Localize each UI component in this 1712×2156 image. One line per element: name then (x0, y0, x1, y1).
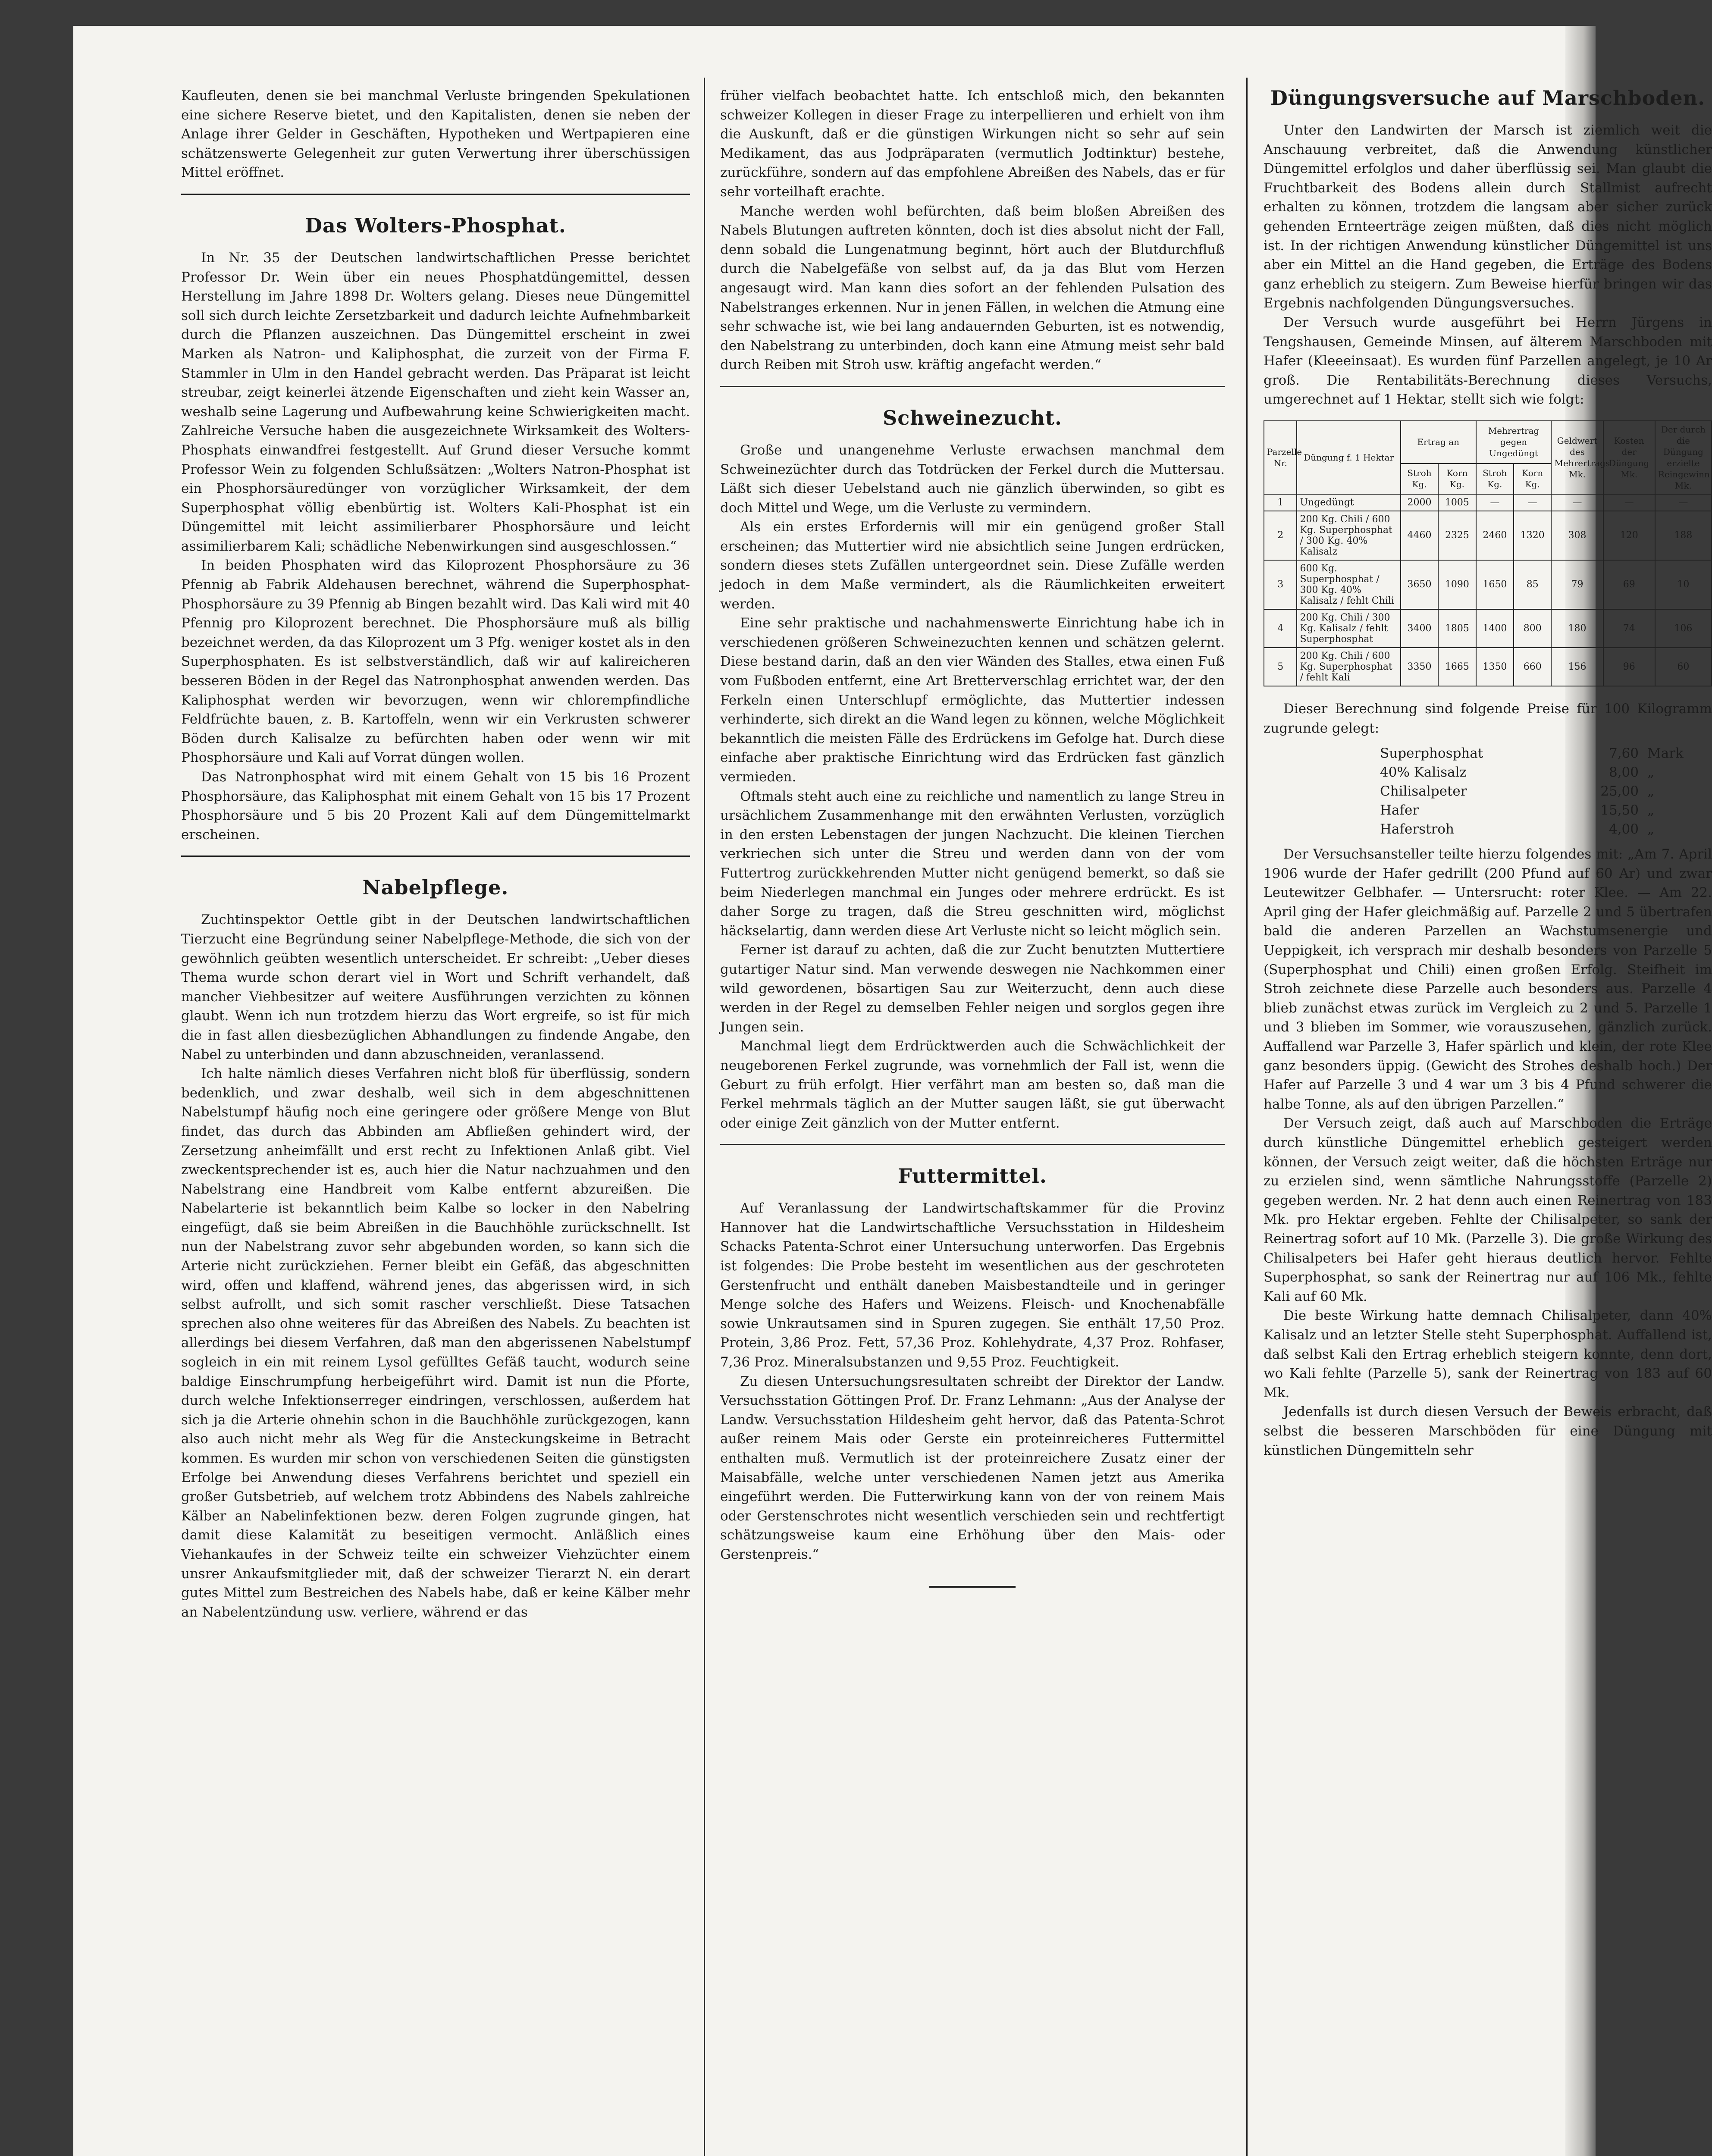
cell-mehr-stroh: 1650 (1476, 560, 1514, 609)
end-rule (929, 1586, 1016, 1588)
cell-geldwert: — (1551, 494, 1603, 511)
paragraph: Ferner ist darauf zu achten, daß die zur Zucht benutzten Muttertiere gutartiger Natur sind. Man verwende deswegen nie Nachkommen einer wild gewordenen, bösartigen Sau zur Weiterzucht, denn auch diese werden in der Regel zu demselben Fehler neigen und sorglos gegen ihre Jungen sein. (720, 942, 1225, 1035)
price-name: Hafer (1380, 802, 1419, 818)
cell-mehr-stroh: 1350 (1476, 648, 1514, 686)
heading-wolters-phosphat: Das Wolters-Phosphat. (305, 213, 566, 237)
newspaper-page (73, 26, 1712, 2156)
paragraph: Zu diesen Untersuchungsresultaten schreibt der Direktor der Landw. Versuchsstation Göttingen Prof. Dr. Franz Lehmann: „Aus der Analyse der Landw. Versuchsstation Hildesheim geht hervor, daß das Patenta-Schrot außer reinem Mais oder Gerste ein proteinreicheres Futtermittel enthalten muß. Vermutlich ist der proteinreichere Zusatz einer der Maisabfälle, welche unter verschiedenen Namen jetzt aus Amerika eingeführt werden. Die Futterwirkung kann von der von reinem Mais oder Gerstenschrotes nicht wesentlich verschieden sein und rechtfertigt schätzungsweise kaum eine Erhöhung über den Mais- oder Gerstenpreis.“ (720, 1373, 1225, 1562)
cell-korn: 1005 (1438, 494, 1476, 511)
cell-kosten: 69 (1603, 560, 1655, 609)
cell-stroh: 3650 (1401, 560, 1438, 609)
paragraph: Manche werden wohl befürchten, daß beim bloßen Abreißen des Nabels Blutungen auftreten könnten, doch ist dies absolut nicht der Fall, denn sobald die Lungenatmung beginnt, hört auch der Blutdurchfluß durch die Nabelgefäße von selbst auf, da ja das Blut vom Herzen angesaugt wird. Man kann dies sofort an der fehlenden Pulsation des Nabelstranges erkennen. Nur in jenen Fällen, in welchen die Atmung eine sehr schwache ist, wie bei lang andauernden Geburten, ist es notwendig, den Nabelstrang zu unterbinden, doch kann eine Atmung meist sehr bald durch Reiben mit Stroh usw. kräftig angefacht werden.“ (720, 203, 1225, 373)
cell-mehr-korn: — (1514, 494, 1551, 511)
price-row (1380, 820, 1712, 839)
table-row (1264, 648, 1712, 686)
paragraph: Jedenfalls ist durch diesen Versuch der Beweis erbracht, daß selbst die besseren Marschböden für eine Düngung mit künstlichen Düngemitteln sehr (1264, 1404, 1712, 1458)
price-list (1380, 744, 1712, 839)
cell-stroh: 3350 (1401, 648, 1438, 686)
section-rule (181, 194, 690, 195)
column-2 (720, 86, 1225, 1588)
price-row (1380, 801, 1712, 820)
paragraph: Dieser Berechnung sind folgende Preise für 100 Kilogramm zugrunde gelegt: (1264, 701, 1712, 736)
column-divider (1246, 78, 1248, 2156)
paragraph: früher vielfach beobachtet hatte. Ich entschloß mich, den bekannten schweizer Kollegen in dieser Frage zu interpellieren und erhielt von ihm die Auskunft, daß er die günstigen Wirkungen nicht so sehr auf sein Medikament, das aus Jodpräparaten (vermutlich Jodtinktur) bestehe, zurückführe, sondern auf das empfohlene Abreißen des Nabels, das er für sehr vorteilhaft erachte. (720, 88, 1225, 200)
cell-mehr-stroh: — (1476, 494, 1514, 511)
cell-kosten: — (1603, 494, 1655, 511)
header-kosten: Kosten der Düngung Mk. (1603, 421, 1655, 494)
section-rule (181, 856, 690, 857)
cell-korn: 2325 (1438, 511, 1476, 560)
table-row (1264, 511, 1712, 560)
cell-geldwert: 308 (1551, 511, 1603, 560)
heading-duengungsversuche: Düngungsversuche auf Marschboden. (1270, 86, 1706, 110)
price-unit: „ (1647, 783, 1655, 799)
cell-kosten: 120 (1603, 511, 1655, 560)
paragraph: Oftmals steht auch eine zu reichliche und namentlich zu lange Streu in ursächlichem Zusammenhange mit den erwähnten Verlusten, vorzüglich in den ersten Lebenstagen der jungen Nachzucht. Die kleinen Tierchen verkriechen sich unter die Streu und werden dann von der vom Futtertrog zurückkehrenden Mutter nicht genügend bemerkt, so daß sie beim Niederlegen manchmal ein Junges oder mehrere erdrückt. Es ist daher Sorge zu tragen, daß die Streu geschnitten wird, möglichst häckselartig, dann werden diese Art Verluste nicht so leicht möglich sein. (720, 788, 1225, 939)
cell-geldwert: 180 (1551, 609, 1603, 648)
cell-duengung: 200 Kg. Chili / 600 Kg. Superphosphat / fehlt Kali (1297, 648, 1400, 686)
price-row (1380, 744, 1712, 763)
heading-futtermittel: Futtermittel. (898, 1164, 1047, 1188)
header-mehrertrag: Mehrertrag gegen Ungedüngt (1476, 421, 1552, 464)
price-name: Superphosphat (1380, 746, 1483, 761)
table-row (1264, 560, 1712, 609)
paragraph: Manchmal liegt dem Erdrücktwerden auch die Schwächlichkeit der neugeborenen Ferkel zugrunde, was vornehmlich der Fall ist, wenn die Geburt zu früh erfolgt. Hier verfährt man am besten so, daß man die Ferkel mehrmals täglich an der Mutter saugen läßt, sie gut überwacht oder einige Zeit gänzlich von der Mutter entfernt. (720, 1038, 1225, 1131)
paragraph: Unter den Landwirten der Marsch ist ziemlich weit die Anschauung verbreitet, daß die Anwendung künstlicher Düngemittel erfolglos und daher überflüssig sei. Man glaubt die Fruchtbarkeit des Bodens allein durch Stallmist aufrecht erhalten zu können, trotzdem die langsam aber sicher zurück gehenden Ernteerträge zeigen müßten, daß dies nicht möglich ist. In der richtigen Anwendung künstlicher Düngemittel ist uns aber ein Mittel an die Hand gegeben, die Erträge des Bodens ganz erheblich zu steigern. Zum Beweise hierfür bringen wir das Ergebnis nachfolgenden Düngungsversuches. (1264, 122, 1712, 311)
header-reingewinn: Der durch die Düngung erzielte Reingewinn Mk. (1655, 421, 1712, 494)
paragraph: Der Versuch zeigt, daß auch auf Marschboden die Erträge durch künstliche Düngemittel erheblich gesteigert werden können, der Versuch zeigt weiter, daß die höchsten Erträge nur zu erzielen sind, wenn sämtliche Nahrungsstoffe (Parzelle 2) gegeben werden. Nr. 2 hat denn auch einen Reinertrag von 183 Mk. pro Hektar ergeben. Fehlte der Chilisalpeter, so sank der Reinertrag sofort auf 10 Mk. (Parzelle 3). Die große Wirkung des Chilisalpeters bei Hafer geht hieraus deutlich hervor. Fehlte Superphosphat, so sank der Reinertrag nur auf 106 Mk., fehlte Kali auf 60 Mk. (1264, 1116, 1712, 1304)
heading-schweinezucht: Schweinezucht. (882, 406, 1062, 429)
cell-mehr-korn: 85 (1514, 560, 1551, 609)
price-name: Haferstroh (1380, 821, 1454, 837)
price-value: 7,60 (1609, 746, 1639, 761)
price-row (1380, 782, 1712, 801)
cell-nr: 2 (1264, 511, 1297, 560)
section-rule (720, 386, 1225, 387)
cell-mehr-stroh: 2460 (1476, 511, 1514, 560)
price-value: 4,00 (1609, 821, 1639, 837)
price-value: 8,00 (1609, 765, 1639, 780)
cell-mehr-korn: 800 (1514, 609, 1551, 648)
paragraph: Der Versuchsansteller teilte hierzu folgendes mit: „Am 7. April 1906 wurde der Hafer gedrillt (200 Pfund auf 60 Ar) und zwar Leutewitzer Gelbhafer. — Untersrucht: roter Klee. — Am 22. April ging der Hafer gleichmäßig auf. Parzelle 2 und 5 übertrafen bald die anderen Parzellen an Wachstumsenergie und Ueppigkeit, ich versprach mir deshalb besonders von Parzelle 5 (Superphosphat und Chili) einen großen Erfolg. Steifheit im Stroh zeichnete diese Parzelle auch besonders aus. Parzelle 4 blieb zunächst etwas zurück im Vergleich zu 2 und 5. Parzelle 1 und 3 blieben im Sommer, wie vorauszusehen, gänzlich zurück. Auffallend war Parzelle 3, Hafer spärlich und klein, der rote Klee ganz besonders üppig. (Gewicht des Strohes deshalb hoch.) Der Hafer auf Parzelle 3 und 4 war um 3 bis 4 Pfund schwerer die halbe Tonne, als auf den übrigen Parzellen.“ (1264, 846, 1712, 1112)
cell-reingewinn: 106 (1655, 609, 1712, 648)
cell-korn: 1665 (1438, 648, 1476, 686)
column-divider (704, 78, 705, 2156)
cell-kosten: 96 (1603, 648, 1655, 686)
paragraph: Der Versuch wurde ausgeführt bei Herrn Jürgens in Tengshausen, Gemeinde Minsen, auf älterem Marschboden mit Hafer (Kleeeinsaat). Es wurden fünf Parzellen angelegt, je 10 Ar groß. Die Rentabilitäts-Berechnung dieses Versuchs, umgerechnet auf 1 Hektar, stellt sich wie folgt: (1264, 314, 1712, 407)
price-name: 40% Kalisalz (1380, 765, 1467, 780)
paragraph: In Nr. 35 der Deutschen landwirtschaftlichen Presse berichtet Professor Dr. Wein über ein neues Phosphatdüngemittel, dessen Herstellung im Jahre 1898 Dr. Wolters gelang. Dieses neue Düngemittel soll sich durch leichte Zersetzbarkeit und dadurch leichte Aufnehmbarkeit durch die Pflanzen auszeichnen. Das Düngemittel erscheint in zwei Marken als Natron- und Kaliphosphat, die zurzeit von der Firma F. Stammler in Ulm in den Handel gebracht werden. Das Präparat ist leicht streubar, zeigt keinerlei ätzende Eigenschaften und zieht kein Wasser an, weshalb seine Lagerung und Aufbewahrung keine Schwierigkeiten macht. Zahlreiche Versuche haben die ausgezeichnete Wirksamkeit des Wolters-Phosphats einwandfrei festgestellt. Auf Grund dieser Versuche kommt Professor Wein zu folgenden Schlußsätzen: „Wolters Natron-Phosphat ist ein Phosphorsäuredünger von vorzüglicher Wirksamkeit, der dem Superphosphat völlig ebenbürtig ist. Wolters Kali-Phosphat ist ein Düngemittel mit leicht assimilierbarer Phosphorsäure und leicht assimilierbarem Kali; schädliche Nebenwirkungen sind ausgeschlossen.“ (181, 250, 690, 554)
price-value: 25,00 (1600, 783, 1639, 799)
paragraph: In beiden Phosphaten wird das Kiloprozent Phosphorsäure zu 36 Pfennig ab Fabrik Aldehausen berechnet, während die Superphosphat-Phosphorsäure zu 39 Pfennig ab Bingen bezahlt wird. Das Kali wird mit 40 Pfennig pro Kiloprozent berechnet. Die Phosphorsäure muß als billig bezeichnet werden, da das Kiloprozent um 3 Pfg. weniger kostet als in den Superphosphaten. Es ist selbstverständlich, daß wir auf kalireicheren besseren Böden in der Regel das Natronphosphat anwenden werden. Das Kaliphosphat werden wir bevorzugen, wenn wir chlorempfindliche Feldfrüchte bauen, z. B. Kartoffeln, wenn wir ein Verkrusten schwerer Böden durch Kalisalze zu befürchten haben oder wenn wir mit Phosphorsäure und Kali auf Vorrat düngen wollen. (181, 558, 690, 766)
header-stroh: Stroh Kg. (1401, 464, 1438, 494)
cell-duengung: 200 Kg. Chili / 300 Kg. Kalisalz / fehlt Superphosphat (1297, 609, 1400, 648)
header-korn: Korn Kg. (1438, 464, 1476, 494)
table-row (1264, 609, 1712, 648)
header-geldwert: Geldwert des Mehrertrags Mk. (1551, 421, 1603, 494)
price-unit: „ (1647, 802, 1655, 818)
cell-nr: 5 (1264, 648, 1297, 686)
cell-stroh: 3400 (1401, 609, 1438, 648)
cell-nr: 4 (1264, 609, 1297, 648)
price-name: Chilisalpeter (1380, 783, 1467, 799)
cell-mehr-stroh: 1400 (1476, 609, 1514, 648)
cell-reingewinn: 188 (1655, 511, 1712, 560)
price-value: 15,50 (1600, 802, 1639, 818)
header-korn: Korn Kg. (1514, 464, 1551, 494)
column-3 (1264, 86, 1712, 1460)
cell-duengung: Ungedüngt (1297, 494, 1400, 511)
table-row (1264, 494, 1712, 511)
cell-geldwert: 156 (1551, 648, 1603, 686)
heading-nabelpflege: Nabelpflege. (362, 876, 509, 899)
price-unit: Mark (1647, 746, 1684, 761)
section-rule (720, 1144, 1225, 1145)
cell-korn: 1805 (1438, 609, 1476, 648)
cell-duengung: 600 Kg. Superphosphat / 300 Kg. 40% Kalisalz / fehlt Chili (1297, 560, 1400, 609)
cell-mehr-korn: 660 (1514, 648, 1551, 686)
paragraph: Eine sehr praktische und nachahmenswerte Einrichtung habe ich in verschiedenen größeren Schweinezuchten kennen und schätzen gelernt. Diese bestand darin, daß an den vier Wänden des Stalles, etwa einen Fuß vom Fußboden entfernt, eine Art Bretterverschlag errichtet war, der den Ferkeln einen Unterschlupf ermöglichte, das Muttertier indessen verhinderte, sich direkt an die Wand legen zu können, welche Möglichkeit bekanntlich die meisten Fälle des Erdrückens im Gefolge hat. Durch diese einfache aber praktische Einrichtung wird das Erdrücken fast gänzlich vermieden. (720, 615, 1225, 785)
paragraph: Ich halte nämlich dieses Verfahren nicht bloß für überflüssig, sondern bedenklich, und zwar deshalb, weil sich in dem abgeschnittenen Nabelstumpf häufig noch eine geringere oder größere Menge von Blut findet, das durch das Abbinden am Abfließen gehindert wird, der Zersetzung anheimfällt und erst recht zu Infektionen Anlaß gibt. Viel zweckentsprechender ist es, auch hier die Natur nachzuahmen und den Nabelstrang eine Handbreit vom Kalbe entfernt abzureißen. Die Nabelarterie ist bekanntlich beim Kalbe so locker in den Nabelring eingefügt, daß sie beim Abreißen in die Bauchhöhle zurückschnellt. Ist nun der Nabelstrang zuvor sehr abgebunden worden, so kann sich die Arterie nicht zurückziehen. Ferner bleibt ein Gefäß, das abgeschnitten wird, offen und klaffend, während jenes, das abgerissen wird, in sich selbst aufrollt, und sich somit rascher verschließt. Diese Tatsachen sprechen also ohne weiteres für das Abreißen des Nabels. Zu beachten ist allerdings bei diesem Verfahren, daß man den abgerissenen Nabelstumpf sogleich in ein mit reinem Lysol gefülltes Gefäß taucht, wodurch seine baldige Einschrumpfung herbeigeführt wird. Damit ist nun die Pforte, durch welche Infektionserreger eindringen, verschlossen, außerdem hat sich ja die Arterie ohnehin schon in die Bauchhöhle zurückgezogen, kann also auch nicht mehr als Weg für die Ansteckungskeime in Betracht kommen. Es wurden mir schon von verschiedenen Seiten die günstigsten Erfolge bei Anwendung dieses Verfahrens berichtet und speziell ein großer Gutsbetrieb, auf welchem trotz Abbindens des Nabels zahlreiche Kälber an Nabelinfektionen bezw. deren Folgen zugrunde gingen, hat damit diese Kalamität zu beseitigen vermocht. Anläßlich eines Viehankaufes in der Schweiz teilte ein schweizer Viehzüchter einem unsrer Ankaufsmitglieder mit, daß der schweizer Tierarzt N. ein derart gutes Mittel zum Bestreichen des Nabels habe, daß er keine Kälber mehr an Nabelentzündung usw. verliere, während er das (181, 1066, 690, 1620)
price-unit: „ (1647, 765, 1655, 780)
header-parzelle: Parzelle Nr. (1264, 421, 1297, 494)
cell-stroh: 2000 (1401, 494, 1438, 511)
paragraph: Als ein erstes Erfordernis will mir ein genügend großer Stall erscheinen; das Muttertier wird nie absichtlich seine Jungen erdrücken, sondern dieses stets Zufällen untergeordnet sein. Diese Zufälle werden jedoch in dem Maße vermindert, als die Räumlichkeiten erweitert werden. (720, 519, 1225, 612)
paragraph: Das Natronphosphat wird mit einem Gehalt von 15 bis 16 Prozent Phosphorsäure, das Kaliphosphat mit einem Gehalt von 15 bis 17 Prozent Phosphorsäure und 5 bis 20 Prozent Kali auf dem Düngemittelmarkt erscheinen. (181, 769, 690, 843)
header-stroh: Stroh Kg. (1476, 464, 1514, 494)
cell-nr: 1 (1264, 494, 1297, 511)
cell-stroh: 4460 (1401, 511, 1438, 560)
cell-mehr-korn: 1320 (1514, 511, 1551, 560)
cell-korn: 1090 (1438, 560, 1476, 609)
cell-geldwert: 79 (1551, 560, 1603, 609)
column-1 (181, 86, 690, 1622)
cell-reingewinn: 10 (1655, 560, 1712, 609)
paragraph: Die beste Wirkung hatte demnach Chilisalpeter, dann 40% Kalisalz und an letzter Stelle steht Superphosphat. Auffallend ist, daß selbst Kali den Ertrag erheblich steigern konnte, denn dort, wo Kali fehlte (Parzelle 5), sank der Reinertrag von 183 auf 60 Mk. (1264, 1308, 1712, 1401)
cell-reingewinn: — (1655, 494, 1712, 511)
paragraph: Zuchtinspektor Oettle gibt in der Deutschen landwirtschaftlichen Tierzucht eine Begründung seiner Nabelpflege-Methode, die sich von der gewöhnlich geübten wesentlich unterscheidet. Er schreibt: „Ueber dieses Thema wurde schon derart viel in Wort und Schrift verhandelt, daß mancher Viehbesitzer auf weitere Ausführungen verzichten zu können glaubt. Wenn ich nun trotzdem hierzu das Wort ergreife, so ist für mich die in fast allen diesbezüglichen Abhandlungen zu findende Angabe, den Nabel zu unterbinden und dann abzuschneiden, veranlassend. (181, 912, 690, 1062)
header-duengung: Düngung f. 1 Hektar (1297, 421, 1400, 494)
price-unit: „ (1647, 821, 1655, 837)
fertilizer-results-table (1264, 420, 1712, 686)
cell-reingewinn: 60 (1655, 648, 1712, 686)
cell-kosten: 74 (1603, 609, 1655, 648)
cell-duengung: 200 Kg. Chili / 600 Kg. Superphosphat / 300 Kg. 40% Kalisalz (1297, 511, 1400, 560)
price-row (1380, 763, 1712, 782)
cell-nr: 3 (1264, 560, 1297, 609)
intro-paragraph: Kaufleuten, denen sie bei manchmal Verluste bringenden Spekulationen eine sichere Reserve bietet, und den Kapitalisten, denen sie neben der Anlage ihrer Gelder in Geschäften, Hypotheken und Wertpapieren eine schätzenswerte Gelegenheit zur guten Verwertung ihrer überschüssigen Mittel eröffnet. (181, 88, 690, 181)
paragraph: Auf Veranlassung der Landwirtschaftskammer für die Provinz Hannover hat die Landwirtschaftliche Versuchsstation in Hildesheim Schacks Patenta-Schrot einer Untersuchung unterworfen. Das Ergebnis ist folgendes: Die Probe besteht im wesentlichen aus der geschroteten Gerstenfrucht und enthält daneben Maisbestandteile und in geringer Menge solche des Hafers und Weizens. Fleisch- und Knochenabfälle sowie Unkrautsamen sind in Spuren zugegen. Sie enthält 17,50 Proz. Protein, 3,86 Proz. Fett, 57,36 Proz. Kohlehydrate, 4,37 Proz. Rohfaser, 7,36 Proz. Mineralsubstanzen und 9,55 Proz. Feuchtigkeit. (720, 1200, 1225, 1370)
paragraph: Große und unangenehme Verluste erwachsen manchmal dem Schweinezüchter durch das Totdrücken der Ferkel durch die Muttersau. Läßt sich dieser Uebelstand auch nie gänzlich überwinden, so gibt es doch Mittel und Wege, um die Verluste zu vermindern. (720, 442, 1225, 516)
header-ertrag: Ertrag an (1401, 421, 1476, 464)
